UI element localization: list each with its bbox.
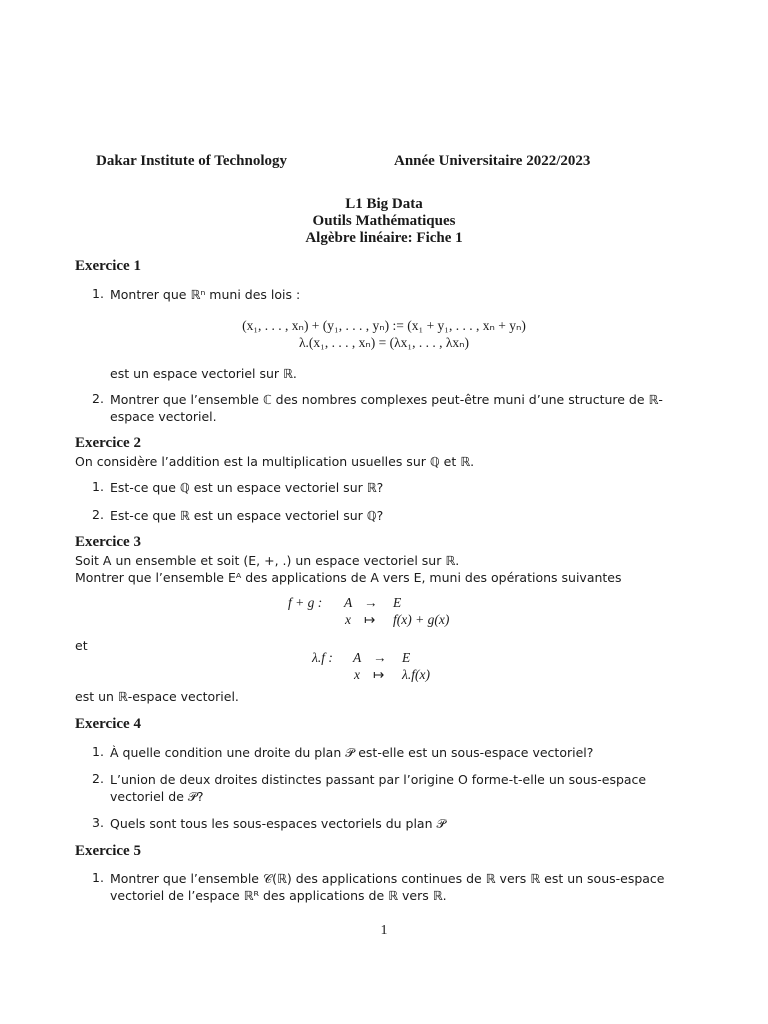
- ex2-item1-number: 1.: [92, 479, 104, 494]
- map2-name: λ.f :: [312, 650, 333, 665]
- map1-arrow: →: [364, 595, 378, 610]
- ex5-item1-number: 1.: [92, 870, 104, 885]
- ex2-item1-text: Est-ce que ℚ est un espace vectoriel sur ℝ?: [110, 480, 384, 495]
- map1-image: f(x) + g(x): [393, 612, 450, 627]
- map2-domain: A: [353, 650, 362, 665]
- title-subject: Outils Mathématiques: [312, 213, 456, 229]
- ex1-item2-text: Montrer que l’ensemble ℂ des nombres complexes peut-être muni d’une structure de ℝ-espace vectoriel.: [110, 392, 663, 424]
- map2-var: x: [354, 667, 360, 682]
- ex4-item1-number: 1.: [92, 744, 104, 759]
- ex5-item1-text: Montrer que l’ensemble 𝒞(ℝ) des applications continues de ℝ vers ℝ est un sous-espace vectoriel de l’espace ℝᴿ des applications de ℝ vers ℝ.: [110, 871, 665, 903]
- map2-image: λ.f(x): [402, 667, 430, 682]
- ex1-item2-number: 2.: [92, 391, 104, 406]
- ex1-item1-number: 1.: [92, 286, 104, 301]
- ex1-equation-scalar: λ.(x₁, . . . , xₙ) = (λx₁, . . . , λxₙ): [298, 335, 470, 350]
- ex4-item3-text: Quels sont tous les sous-espaces vectoriels du plan 𝒫: [110, 816, 446, 831]
- page-number: 1: [380, 923, 388, 938]
- map1-codomain: E: [393, 595, 402, 610]
- map1-domain: A: [344, 595, 353, 610]
- ex4-item2-number: 2.: [92, 771, 104, 786]
- map2-codomain: E: [402, 650, 411, 665]
- ex3-line1: Soit A un ensemble et soit (E, +, .) un espace vectoriel sur ℝ.: [75, 553, 460, 568]
- ex2-item2-number: 2.: [92, 507, 104, 522]
- ex1-item1-conclusion: est un espace vectoriel sur ℝ.: [110, 366, 297, 381]
- institute-name: Dakar Institute of Technology: [96, 153, 288, 169]
- title-course: L1 Big Data: [345, 196, 423, 212]
- exercise-3-title: Exercice 3: [75, 534, 141, 550]
- exercise-4-title: Exercice 4: [75, 716, 141, 732]
- ex2-item2-text: Est-ce que ℝ est un espace vectoriel sur ℚ?: [110, 508, 384, 523]
- ex1-item1-text: Montrer que ℝⁿ muni des lois :: [110, 287, 301, 302]
- document-titles: [0, 196, 768, 247]
- title-sheet: Algèbre linéaire: Fiche 1: [305, 230, 463, 246]
- ex4-item3-number: 3.: [92, 815, 104, 830]
- map2-arrow: →: [373, 650, 387, 665]
- ex3-line2: Montrer que l’ensemble Eᴬ des applications de A vers E, muni des opérations suivantes: [75, 570, 622, 585]
- ex2-intro: On considère l’addition est la multiplication usuelles sur ℚ et ℝ.: [75, 454, 475, 469]
- map1-name: f + g :: [288, 595, 323, 610]
- map1-var: x: [345, 612, 351, 627]
- map2-mapsto: ↦: [373, 667, 385, 682]
- map1-mapsto: ↦: [364, 612, 376, 627]
- exercise-5-title: Exercice 5: [75, 843, 141, 859]
- academic-year: Année Universitaire 2022/2023: [394, 153, 591, 169]
- ex3-conclusion: est un ℝ-espace vectoriel.: [75, 689, 239, 704]
- ex4-item1-text: À quelle condition une droite du plan 𝒫 est-elle est un sous-espace vectoriel?: [110, 745, 594, 760]
- exercise-1-title: Exercice 1: [75, 258, 141, 274]
- exercise-2-title: Exercice 2: [75, 435, 141, 451]
- ex4-item2-text: L’union de deux droites distinctes passant par l’origine O forme-t-elle un sous-espace vectoriel de 𝒫?: [110, 772, 647, 804]
- ex1-equation-addition: (x₁, . . . , xₙ) + (y₁, . . . , yₙ) := (x₁ + y₁, . . . , xₙ + yₙ): [242, 318, 526, 333]
- ex3-et: et: [75, 638, 88, 653]
